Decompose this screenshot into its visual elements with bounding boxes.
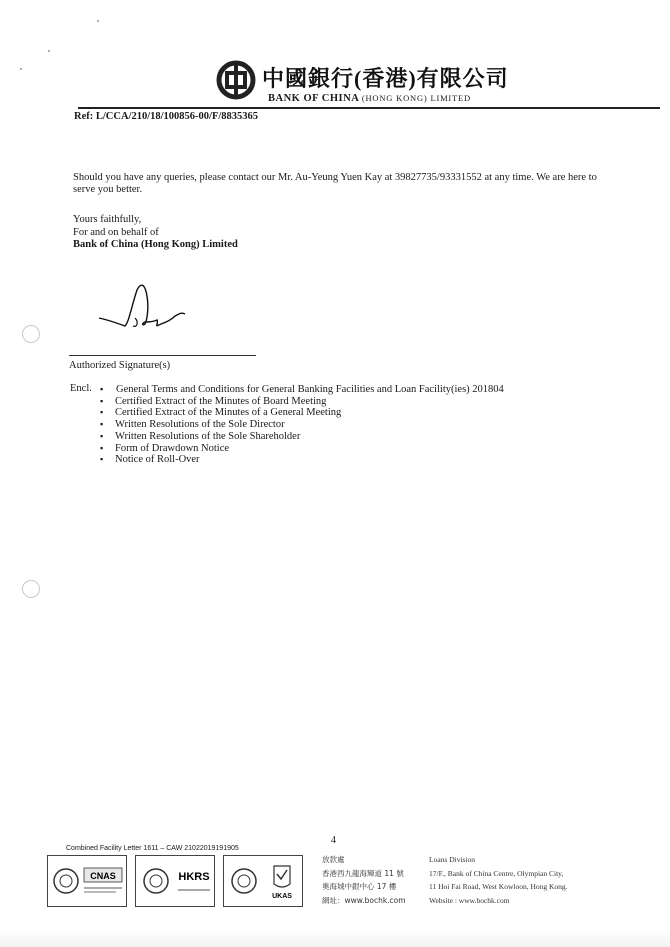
footer-letter-ref: Combined Facility Letter 1611 – CAW 21022019191905 [66,845,239,852]
enclosure-item: ▪ Certified Extract of the Minutes of Board Meeting [100,396,504,408]
enclosure-item: ▪ Written Resolutions of the Sole Shareholder [100,431,504,443]
chinese-address [322,853,406,907]
enclosure-item: ▪ General Terms and Conditions for General Banking Facilities and Loan Facility(ies) 201804 [100,384,504,396]
enclosures-list [100,384,504,466]
scan-speck [20,68,22,70]
english-address [429,853,568,907]
enclosures-label: Encl. [70,383,92,394]
reference-number: Ref: L/CCA/210/18/100856-00/F/8835365 [74,111,259,122]
letterhead-rule [78,107,660,109]
address-line: Website : www.bochk.com [429,895,510,905]
cert-badge-hkrs [135,855,215,907]
address-line: 放款處 [322,855,345,864]
handwritten-signature [95,278,195,338]
cert-label-cnas: CNAS [90,871,116,881]
signature-label: Authorized Signature(s) [69,360,171,371]
address-line: 奧海城中銀中心 17 樓 [322,882,397,891]
boc-logo-icon [216,60,256,100]
enclosure-item: ▪ Certified Extract of the Minutes of a General Meeting [100,407,504,419]
enclosure-item: ▪ Notice of Roll-Over [100,454,504,466]
closing-line: For and on behalf of [73,226,159,238]
bank-english-name-sub: (HONG KONG) LIMITED [361,93,471,103]
scan-edge [0,930,670,947]
punch-hole [22,325,40,343]
scan-speck [97,20,99,22]
address-line: 17/F., Bank of China Centre, Olympian City, [429,868,564,878]
page-number: 4 [331,835,336,846]
scan-speck [48,50,50,52]
closing-line: Yours faithfully, [73,214,142,225]
sgs-cnas-icon [48,856,126,906]
address-line: 網址：www.bochk.com [322,895,406,905]
sgs-ukas-icon [224,856,302,906]
address-line: 香港西九龍海輝道 11 號 [322,868,404,878]
bank-chinese-name: 中國銀行(香港)有限公司 [262,66,509,91]
closing-company: Bank of China (Hong Kong) Limited [73,239,238,250]
sgs-hkrs-icon [136,856,214,906]
cert-badge-cnas [47,855,127,907]
enclosure-item: ▪ Written Resolutions of the Sole Director [100,419,504,431]
punch-hole [22,580,40,598]
address-line: 11 Hoi Fai Road, West Kowloon, Hong Kong. [429,882,568,891]
address-line: Loans Division [429,855,476,864]
bank-english-name [268,93,471,104]
cert-label-ukas: UKAS [272,893,292,900]
closing-block [73,214,238,252]
cert-label-hkrs: HKRS [178,871,210,883]
body-paragraph: Should you have any queries, please contact our Mr. Au-Yeung Yuen Kay at 39827735/93331552 at any time. We are here to serve you better. [73,172,597,195]
bank-logo [216,60,256,105]
signature-line [69,355,256,356]
enclosure-item: ▪ Form of Drawdown Notice [100,443,504,455]
cert-badge-ukas [223,855,303,907]
bank-english-name-main: BANK OF CHINA [268,93,359,104]
